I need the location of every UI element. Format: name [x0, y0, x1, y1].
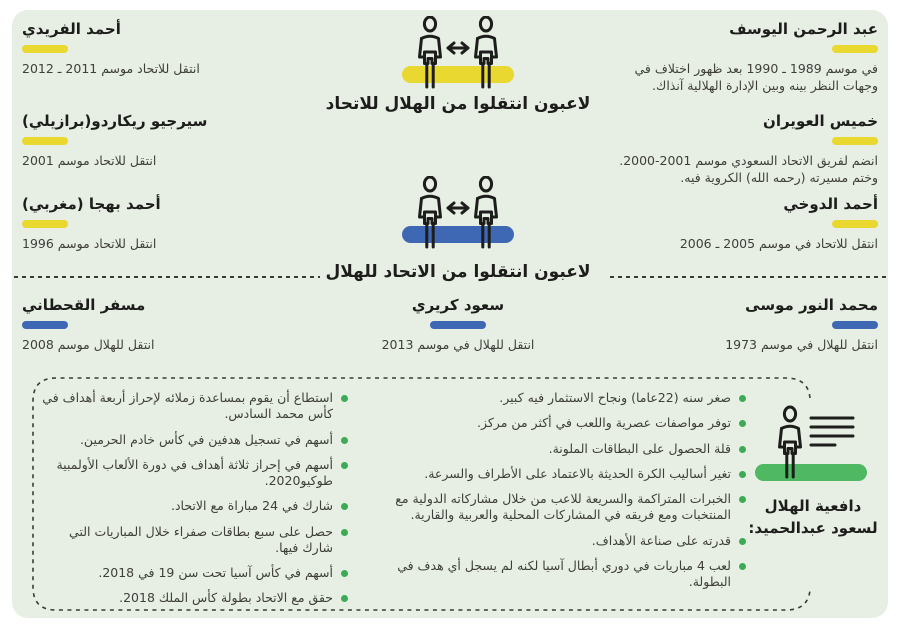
- player-note: في موسم 1989 ـ 1990 بعد ظهور اختلاف في وجهات النظر بينه وبين الإدارة الهلالية آنذاك.: [634, 60, 878, 93]
- player-note: انتقل للاتحاد موسم 2011 ـ 2012: [22, 60, 200, 76]
- list-item: قلة الحصول على البطاقات الملونة.: [378, 441, 746, 457]
- list-item: الخبرات المتراكمة والسريعة للاعب من خلال مشاركاته الدولية مع المنتخبات ومع فريقه في المشاركات المحلية والعربية والقارية.: [378, 491, 746, 524]
- player-card: [22, 296, 298, 354]
- player-card: [304, 296, 612, 354]
- dashed-divider-left: [14, 276, 320, 278]
- list-item: حقق مع الاتحاد بطولة كأس الملك 2018.: [42, 590, 348, 606]
- player-card: [602, 195, 878, 253]
- list-item: أسهم في تسجيل هدفين في كأس خادم الحرمين.: [42, 432, 348, 448]
- transfer-ittihad-to-hilal-icon: [399, 176, 517, 254]
- player-profile-icon: [755, 404, 870, 490]
- yellow-underline-bar: [832, 220, 878, 228]
- player-card: [602, 20, 878, 95]
- yellow-underline-bar: [22, 45, 68, 53]
- player-note: انتقل للاتحاد في موسم 2005 ـ 2006: [679, 235, 878, 251]
- player-name: خميس العويران: [763, 112, 878, 130]
- list-item: قدرته على صناعة الأهداف.: [378, 533, 746, 549]
- list-item: صغر سنه (22عاما) ونجاح الاستثمار فيه كبير.: [378, 390, 746, 406]
- transfer-hilal-to-ittihad-icon: [399, 16, 517, 94]
- player-name: سيرجيو ريكاردو(برازيلي): [22, 112, 208, 130]
- player-note: انضم لفريق الاتحاد السعودي موسم 2001-2000. وختم مسيرته (رحمه الله) الكروية فيه.: [619, 152, 878, 185]
- player-card: [22, 20, 298, 78]
- motivation-title: دافعية الهلال لسعود عبدالحميد:: [748, 497, 878, 537]
- list-item: تغير أساليب الكرة الحديثة بالاعتماد على الأطراف والسرعة.: [378, 466, 746, 482]
- player-note: انتقل للهلال في موسم 2013: [381, 336, 535, 352]
- player-card: [22, 112, 298, 170]
- list-item: أسهم في إحراز ثلاثة أهداف في دورة الألعاب الأولمبية طوكيو2020.: [42, 457, 348, 490]
- list-item: حصل على سبع بطاقات صفراء خلال المباريات التي شارك فيها.: [42, 524, 348, 557]
- player-name: أحمد بهجا (مغربي): [22, 195, 161, 213]
- list-item: استطاع أن يقوم بمساعدة زملائه لإحراز أربعة أهداف في كأس محمد السادس.: [42, 390, 348, 423]
- player-name: مسفر القحطاني: [22, 296, 146, 314]
- blue-underline-bar: [430, 321, 486, 329]
- yellow-underline-bar: [832, 45, 878, 53]
- list-item: أسهم في كأس آسيا تحت سن 19 في 2018.: [42, 565, 348, 581]
- motivation-list: [378, 390, 746, 599]
- player-note: انتقل للاتحاد موسم 1996: [22, 235, 157, 251]
- yellow-underline-bar: [22, 220, 68, 228]
- yellow-underline-bar: [22, 137, 68, 145]
- dashed-divider-right: [610, 276, 886, 278]
- player-card: [22, 195, 298, 253]
- blue-underline-bar: [22, 321, 68, 329]
- player-name: أحمد الدوخي: [783, 195, 878, 213]
- player-name: محمد النور موسى: [745, 296, 878, 314]
- list-item: توفر مواصفات عصرية واللعب في أكثر من مركز.: [378, 415, 746, 431]
- section-heading-to-ittihad: لاعبون انتقلوا من الهلال للاتحاد: [325, 94, 591, 114]
- achievements-list: [42, 390, 348, 616]
- blue-underline-bar: [832, 321, 878, 329]
- player-note: انتقل للهلال في موسم 1973: [725, 336, 878, 352]
- player-name: أحمد الفريدي: [22, 20, 121, 38]
- player-note: انتقل للاتحاد موسم 2001: [22, 152, 157, 168]
- player-note: انتقل للهلال موسم 2008: [22, 336, 155, 352]
- player-card: [602, 112, 878, 187]
- section-heading-to-hilal: لاعبون انتقلوا من الاتحاد للهلال: [325, 262, 591, 282]
- player-name: سعود كريري: [411, 296, 505, 314]
- infographic-panel: [12, 10, 888, 618]
- yellow-underline-bar: [832, 137, 878, 145]
- player-name: عبد الرحمن اليوسف: [729, 20, 878, 38]
- list-item: لعب 4 مباريات في دوري أبطال آسيا لكنه لم يسجل أي هدف في البطولة.: [378, 558, 746, 591]
- player-card: [602, 296, 878, 354]
- list-item: شارك في 24 مباراة مع الاتحاد.: [42, 498, 348, 514]
